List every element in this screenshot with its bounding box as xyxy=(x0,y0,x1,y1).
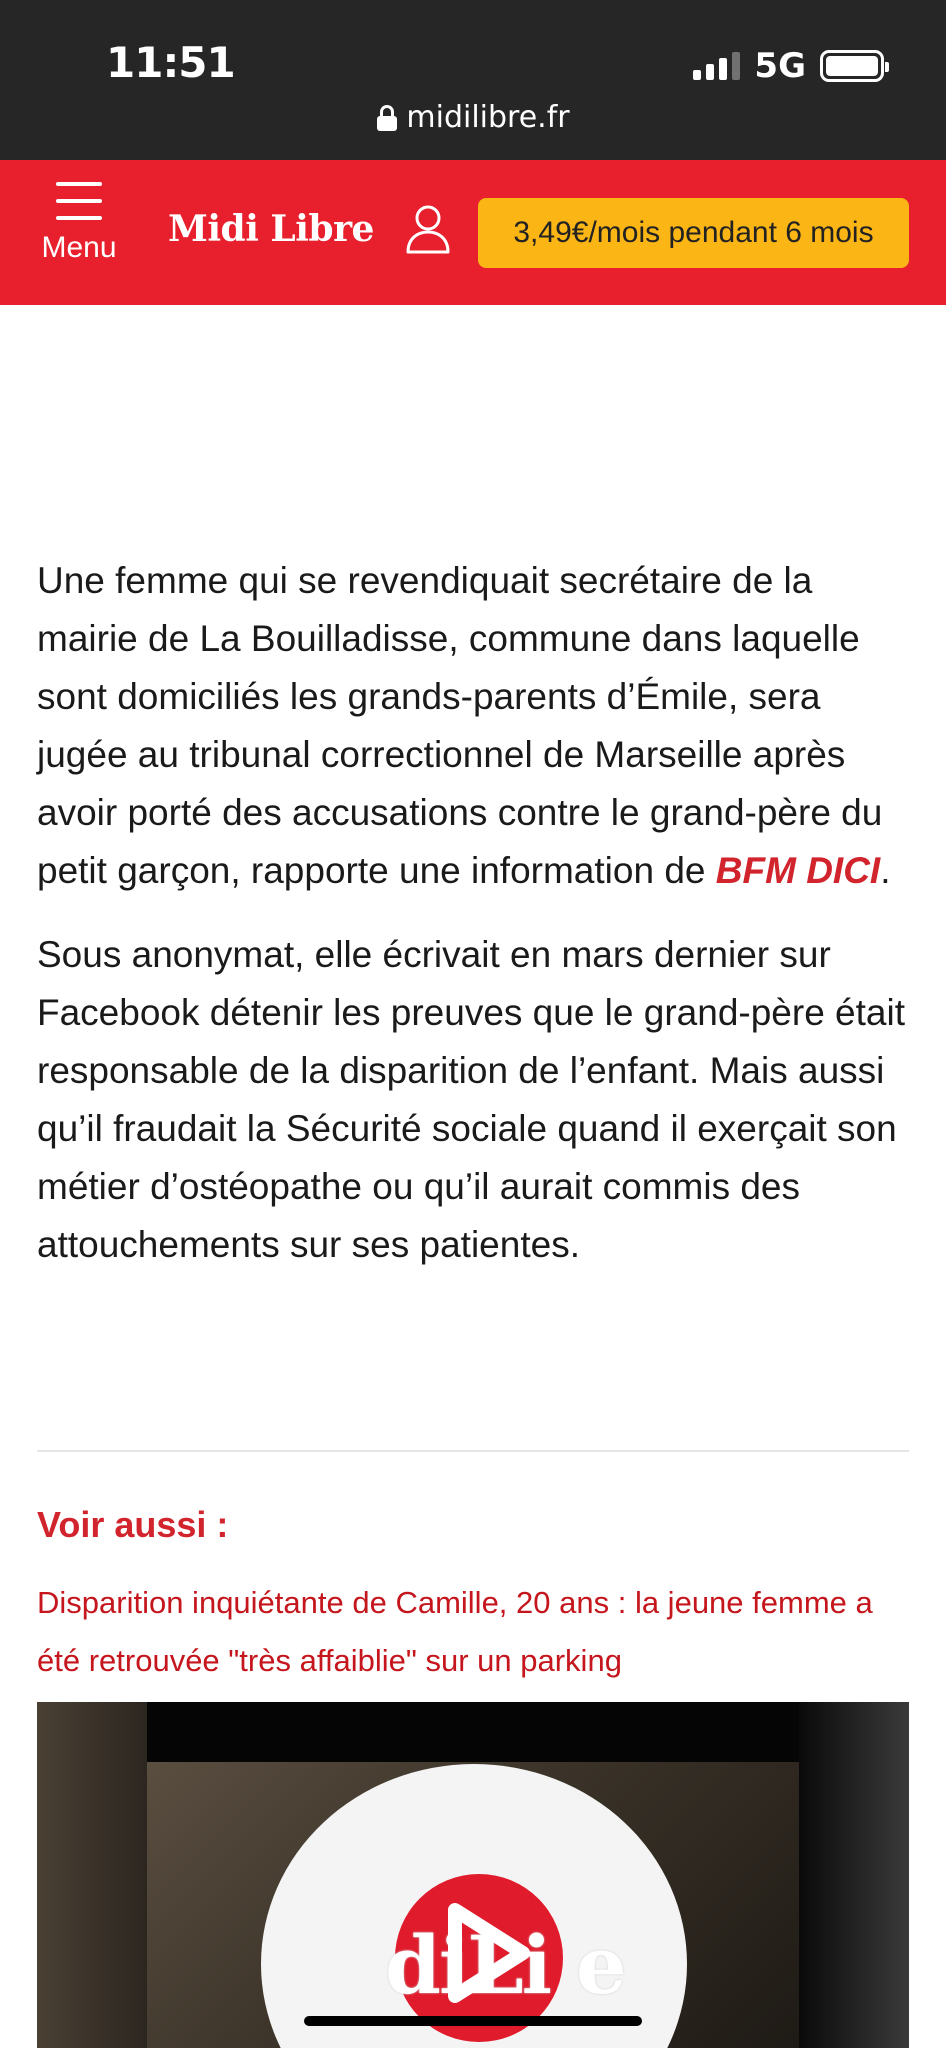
url-text: midilibre.fr xyxy=(406,100,570,135)
see-also-heading: Voir aussi : xyxy=(37,1504,229,1545)
lock-icon xyxy=(376,105,398,131)
subscribe-promo-button[interactable]: 3,49€/mois pendant 6 mois xyxy=(478,198,909,268)
article-paragraph xyxy=(37,552,913,900)
video-player[interactable] xyxy=(37,1702,909,2048)
play-icon[interactable] xyxy=(427,1898,537,2008)
source-link[interactable]: BFM DICI xyxy=(715,850,881,891)
address-bar[interactable] xyxy=(0,100,946,135)
network-label: 5G xyxy=(754,46,806,86)
menu-label: Menu xyxy=(41,231,117,264)
video-brand-text: diLi e xyxy=(385,1918,625,2012)
status-time: 11:51 xyxy=(106,38,235,87)
divider xyxy=(37,1450,909,1452)
article-paragraph: Sous anonymat, elle écrivait en mars dernier sur Facebook détenir les preuves que le grand-père était responsable de la disparition de l’enfant. Mais aussi qu’il fraudait la Sécurité sociale quand il exerçait son métier d’ostéopathe ou qu’il aurait commis des attouchements sur ses patientes. xyxy=(37,934,905,1265)
signal-icon xyxy=(693,52,740,80)
video-blur-left xyxy=(37,1702,147,2048)
home-indicator[interactable] xyxy=(304,2016,642,2026)
site-logo[interactable]: Midi Libre xyxy=(168,208,374,250)
status-indicators xyxy=(693,46,884,86)
video-blur-right xyxy=(799,1702,909,2048)
related-article-link[interactable]: Disparition inquiétante de Camille, 20 ans : la jeune femme a été retrouvée "très affaiblie" sur un parking xyxy=(37,1585,873,1678)
user-icon[interactable] xyxy=(404,202,452,254)
status-bar xyxy=(0,0,946,160)
menu-button[interactable] xyxy=(36,182,122,265)
battery-icon xyxy=(820,50,884,82)
site-header xyxy=(0,160,946,305)
article-body xyxy=(37,552,913,1300)
paragraph-text: Une femme qui se revendiquait secrétaire de la mairie de La Bouilladisse, commune dans laquelle sont domiciliés les grands-parents d’Émile, sera jugée au tribunal correctionnel de Marseille après avoir porté des accusations contre le grand-père du petit garçon, rapporte une information de xyxy=(37,560,883,891)
paragraph-end: . xyxy=(880,850,891,891)
menu-icon xyxy=(56,182,102,220)
